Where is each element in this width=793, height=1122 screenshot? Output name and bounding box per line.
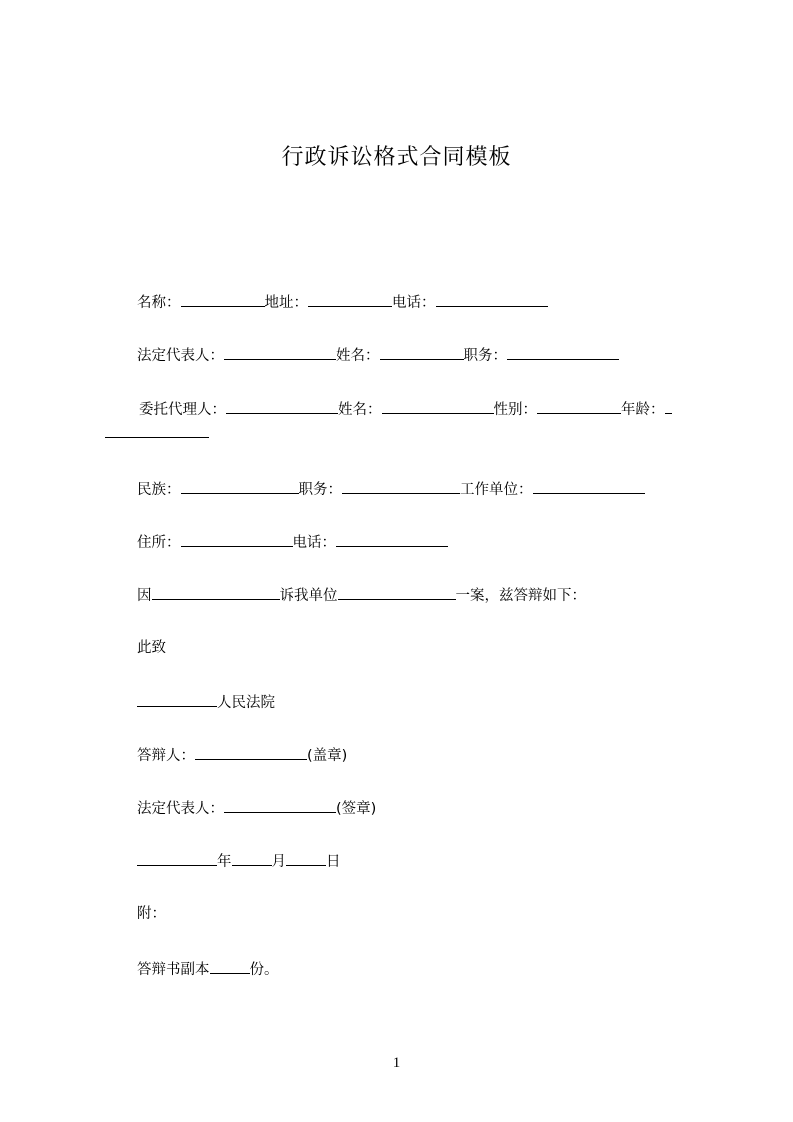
blank-court[interactable] [137,691,217,707]
blank-address[interactable] [308,291,392,307]
label-year: 年 [217,854,232,870]
line-age-continuation [105,422,209,444]
label-rep-name: 姓名： [336,348,380,364]
label-seal: (盖章) [307,748,348,764]
label-sues-unit: 诉我单位 [279,588,338,604]
blank-month[interactable] [232,850,272,866]
blank-gender[interactable] [537,398,621,414]
blank-case[interactable] [338,584,456,600]
blank-respondent[interactable] [195,744,307,760]
label-copies-unit: 份。 [249,962,279,978]
blank-year[interactable] [137,850,217,866]
line-name-address-phone [137,291,548,313]
blank-ethnicity[interactable] [181,478,299,494]
line-agent [139,398,672,420]
label-defense-intro: 一案，兹答辩如下： [455,588,586,604]
line-date [137,850,341,872]
label-month: 月 [271,854,286,870]
label-rep-position: 职务： [463,348,507,364]
label-legal-rep-sign: 法定代表人： [137,801,224,817]
blank-copies[interactable] [210,958,250,974]
label-legal-rep: 法定代表人： [137,348,224,364]
label-employer: 工作单位： [460,482,533,498]
label-signature: (签章) [336,801,377,817]
blank-employer[interactable] [533,478,645,494]
label-copies: 答辩书副本 [137,962,210,978]
blank-position[interactable] [342,478,460,494]
label-respondent: 答辩人： [137,748,195,764]
label-residence: 住所： [137,535,181,551]
blank-name[interactable] [181,291,265,307]
document-title: 行政诉讼格式合同模板 [281,145,512,170]
blank-rep-name[interactable] [380,344,464,360]
line-copies [137,958,279,980]
label-court: 人民法院 [217,695,275,711]
line-attachment: 附： [137,906,166,922]
page-number: 1 [392,1055,401,1071]
line-salutation: 此致 [137,640,166,656]
label-gender: 性别： [493,402,537,418]
line-legal-representative [137,344,619,366]
blank-agent-name[interactable] [382,398,494,414]
blank-legal-rep-sign[interactable] [224,797,336,813]
label-agent-name: 姓名： [338,402,382,418]
blank-age-start[interactable] [665,398,672,414]
label-because: 因 [137,588,152,604]
label-address: 地址： [264,295,308,311]
line-residence-phone [137,531,448,553]
line-respondent [137,744,347,766]
blank-legal-rep[interactable] [224,344,336,360]
line-case-statement [137,584,586,606]
label-day: 日 [326,854,341,870]
label-ethnicity: 民族： [137,482,181,498]
label-phone: 电话： [392,295,436,311]
label-position: 职务： [298,482,342,498]
line-court [137,691,275,713]
blank-plaintiff[interactable] [152,584,280,600]
label-phone-2: 电话： [292,535,336,551]
label-name: 名称： [137,295,181,311]
blank-day[interactable] [286,850,326,866]
line-legal-rep-sign [137,797,376,819]
label-agent: 委托代理人： [139,402,226,418]
blank-residence[interactable] [181,531,293,547]
blank-phone[interactable] [436,291,548,307]
blank-rep-position[interactable] [507,344,619,360]
label-age: 年龄： [621,402,665,418]
blank-phone-2[interactable] [336,531,448,547]
line-ethnicity-position-employer [137,478,645,500]
blank-age[interactable] [105,422,209,438]
blank-agent[interactable] [226,398,338,414]
